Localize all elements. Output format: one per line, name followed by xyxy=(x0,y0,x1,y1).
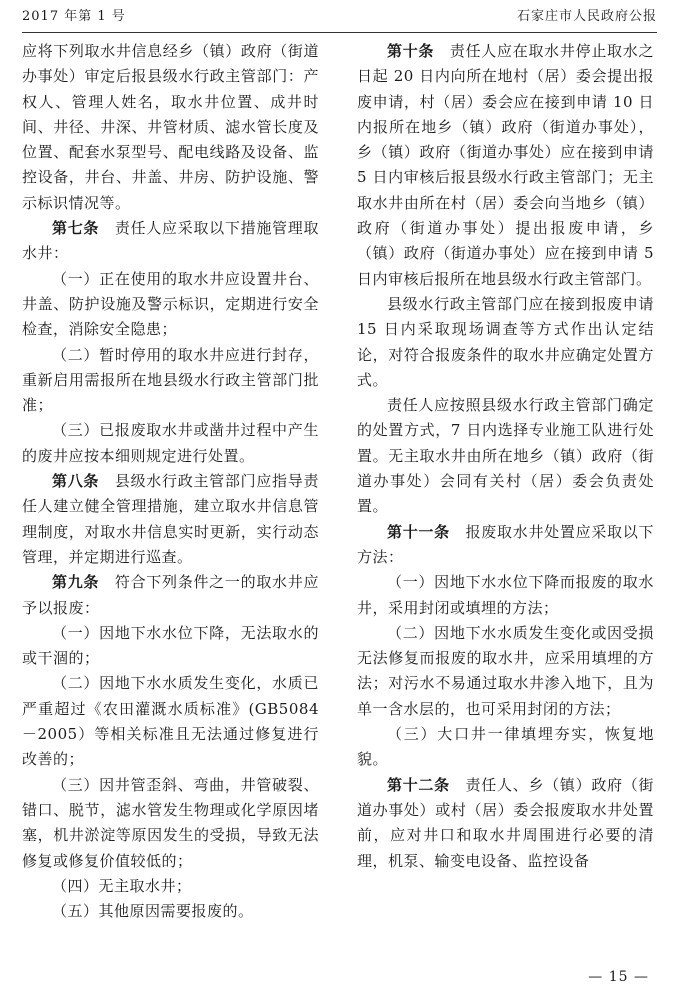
article-number: 第十一条 xyxy=(387,522,450,541)
paragraph xyxy=(357,570,654,621)
paragraph xyxy=(22,671,319,772)
paragraph-text: 责任人应采取以下措施管理取水井： xyxy=(22,219,319,263)
article-paragraph xyxy=(22,469,319,570)
article-number: 第八条 xyxy=(52,472,100,491)
paragraph-text: 县级水行政主管部门应指导责任人建立健全管理措施，建立取水井信息管理制度，对取水井信息实时更新，实行动态管理，并定期进行巡查。 xyxy=(22,472,319,566)
paragraph xyxy=(22,773,319,874)
paragraph-text: （三）因井管歪斜、弯曲，井管破裂、错口、脱节，滤水管发生物理或化学原因堵塞，机井淤淀等原因发生的受损，导致无法修复或修复价值较低的； xyxy=(22,775,319,870)
paragraph xyxy=(22,39,319,216)
paragraph-text: 县级水行政主管部门应在接到报废申请 15 日内采取现场调查等方式作出认定结论，对符合报废条件的取水井应确定处置方式。 xyxy=(357,294,654,389)
paragraph-text: （一）正在使用的取水井应设置井台、井盖、防护设施及警示标识，定期进行安全检查，消除安全隐患； xyxy=(22,269,319,339)
paragraph xyxy=(22,343,319,419)
paragraph-text: 报废取水井处置应采取以下方法： xyxy=(357,522,654,566)
paragraph xyxy=(22,267,319,343)
header-divider xyxy=(22,32,657,33)
paragraph xyxy=(357,292,654,393)
article-number: 第十条 xyxy=(387,42,435,60)
left-column xyxy=(22,39,319,924)
paragraph xyxy=(357,722,654,773)
page-number: — 15 — xyxy=(588,969,649,985)
paragraph-text: （二）因地下水水质发生变化或因受损无法修复而报废的取水井，应采用填埋的方法；对污水不易通过取水井渗入地下，且为单一含水层的，也可采用封闭的方法； xyxy=(357,623,654,718)
paragraph-text: （四）无主取水井； xyxy=(52,876,192,895)
article-number: 第九条 xyxy=(52,573,100,592)
paragraph-text: （二）暂时停用的取水井应进行封存，重新启用需报所在地县级水行政主管部门批准； xyxy=(22,345,319,415)
paragraph-text: （一）因地下水水位下降，无法取水的或干涸的； xyxy=(22,623,319,668)
right-column xyxy=(357,39,654,874)
page-header xyxy=(22,6,657,28)
article-number: 第十二条 xyxy=(387,775,450,794)
paragraph-text: （三）已报废取水井或凿井过程中产生的废井应按本细则规定进行处置。 xyxy=(22,421,319,465)
paragraph-text: （五）其他原因需要报废的。 xyxy=(52,902,254,921)
paragraph-text: 应将下列取水井信息经乡（镇）政府（街道办事处）审定后报县级水行政主管部门：产权人、管理人姓名，取水井位置、成井时间、井径、井深、井管材质、滤水管长度及位置、配套水泵型号、配电线路及设备、监控设备，井台、井盖、井房、防护设施、警示标识情况等。 xyxy=(22,42,319,212)
paragraph xyxy=(22,621,319,672)
paragraph-text: 符合下列条件之一的取水井应予以报废： xyxy=(22,573,319,617)
article-paragraph xyxy=(22,570,319,621)
article-paragraph xyxy=(357,39,654,292)
paragraph-text: 责任人应按照县级水行政主管部门确定的处置方式，7 日内选择专业施工队进行处置。无主取水井由所在地乡（镇）政府（街道办事处）会同有关村（居）委会负责处置。 xyxy=(357,396,654,516)
paragraph xyxy=(22,418,319,469)
publication-title: 石家庄市人民政府公报 xyxy=(516,9,657,24)
paragraph xyxy=(357,621,654,722)
paragraph xyxy=(357,393,654,519)
paragraph xyxy=(22,899,319,924)
paragraph xyxy=(22,874,319,899)
article-paragraph xyxy=(357,773,654,874)
paragraph-text: 责任人应在取水井停止取水之日起 20 日内向所在地村（居）委会提出报废申请，村（居）委会应在接到申请 10 日内报所在地乡（镇）政府（街道办事处），乡（镇）政府（街道办事处）应在接到申请 5 日内审核后报县级水行政主管部门；无主取水井由所在村（居）委会向当地乡（镇）政府（街道办事处）提出报废申请，乡（镇）政府（街道办事处）应在接到申请 5 日内审核后报所在地县级水行政主管部门。 xyxy=(357,42,654,288)
article-number: 第七条 xyxy=(52,219,100,238)
issue-label: 2017 年第 1 号 xyxy=(22,9,126,24)
article-paragraph xyxy=(357,520,654,571)
paragraph-text: （一）因地下水水位下降而报废的取水井，采用封闭或填埋的方法； xyxy=(357,573,654,617)
paragraph-text: 责任人、乡（镇）政府（街道办事处）或村（居）委会报废取水井处置前，应对井口和取水井周围进行必要的清理，机泵、输变电设备、监控设备 xyxy=(357,775,654,870)
article-paragraph xyxy=(22,216,319,267)
paragraph-text: （三）大口井一律填埋夯实，恢复地貌。 xyxy=(357,725,654,769)
paragraph-text: （二）因地下水水质发生变化，水质已严重超过《农田灌溉水质标准》(GB5084－2005）等相关标准且无法通过修复进行改善的； xyxy=(22,674,319,769)
